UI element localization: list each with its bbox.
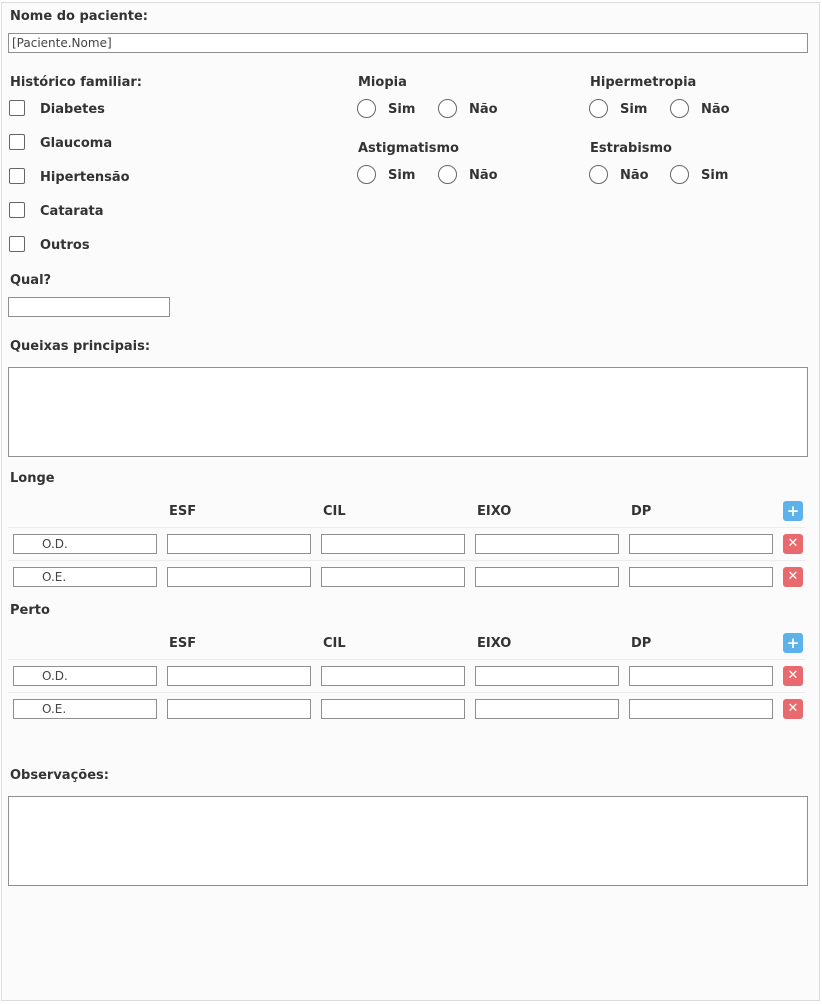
perto-od-label-field[interactable]: O.D. [13, 666, 157, 686]
perto-oe-dp-input[interactable] [629, 699, 773, 719]
perto-oe-eixo-input[interactable] [475, 699, 619, 719]
hipermetropia-label: Hipermetropia [590, 75, 697, 90]
astigmatismo-nao-radio[interactable] [438, 165, 457, 184]
miopia-nao-radio[interactable] [438, 99, 457, 118]
estrabismo-sim-label: Sim [701, 168, 729, 183]
complaints-label: Queixas principais: [10, 339, 151, 354]
longe-od-eixo-input[interactable] [475, 534, 619, 554]
longe-od-esf-input[interactable] [167, 534, 311, 554]
astigmatismo-label: Astigmatismo [358, 141, 459, 156]
longe-oe-eixo-input[interactable] [475, 567, 619, 587]
longe-col-dp: DP [631, 504, 652, 519]
astigmatismo-sim-label: Sim [388, 168, 416, 183]
observations-label: Observações: [10, 768, 109, 783]
qual-label: Qual? [10, 273, 52, 288]
diabetes-checkbox[interactable] [9, 100, 25, 116]
longe-label: Longe [10, 471, 55, 486]
longe-col-esf: ESF [169, 504, 197, 519]
glaucoma-checkbox[interactable] [9, 134, 25, 150]
estrabismo-nao-radio[interactable] [589, 165, 608, 184]
longe-header-divider [8, 527, 805, 528]
hipermetropia-sim-radio[interactable] [589, 99, 608, 118]
perto-col-cil: CIL [323, 636, 346, 651]
hipertensao-label: Hipertensão [40, 170, 130, 185]
estrabismo-label: Estrabismo [590, 141, 672, 156]
glaucoma-label: Glaucoma [40, 136, 113, 151]
perto-add-row-button[interactable]: + [783, 633, 803, 653]
outros-label: Outros [40, 238, 90, 253]
longe-od-cil-input[interactable] [321, 534, 465, 554]
miopia-nao-label: Não [469, 102, 498, 117]
longe-oe-remove-button[interactable]: ✕ [783, 567, 803, 587]
longe-col-cil: CIL [323, 504, 346, 519]
longe-col-eixo: EIXO [477, 504, 512, 519]
miopia-label: Miopia [358, 75, 407, 90]
perto-col-esf: ESF [169, 636, 197, 651]
perto-od-cil-input[interactable] [321, 666, 465, 686]
patient-name-input[interactable]: [Paciente.Nome] [8, 33, 808, 53]
perto-od-esf-input[interactable] [167, 666, 311, 686]
family-history-label: Histórico familiar: [10, 75, 142, 90]
perto-oe-remove-button[interactable]: ✕ [783, 699, 803, 719]
perto-od-eixo-input[interactable] [475, 666, 619, 686]
miopia-sim-radio[interactable] [357, 99, 376, 118]
qual-input[interactable] [8, 297, 170, 317]
patient-name-label: Nome do paciente: [10, 9, 149, 24]
outros-checkbox[interactable] [9, 236, 25, 252]
perto-oe-esf-input[interactable] [167, 699, 311, 719]
hipermetropia-nao-radio[interactable] [670, 99, 689, 118]
perto-row-divider [8, 692, 805, 693]
longe-oe-esf-input[interactable] [167, 567, 311, 587]
estrabismo-sim-radio[interactable] [670, 165, 689, 184]
hipermetropia-nao-label: Não [701, 102, 730, 117]
astigmatismo-nao-label: Não [469, 168, 498, 183]
perto-label: Perto [10, 603, 50, 618]
perto-od-remove-button[interactable]: ✕ [783, 666, 803, 686]
longe-od-remove-button[interactable]: ✕ [783, 534, 803, 554]
longe-od-label-field[interactable]: O.D. [13, 534, 157, 554]
miopia-sim-label: Sim [388, 102, 416, 117]
longe-oe-label-field[interactable]: O.E. [13, 567, 157, 587]
catarata-label: Catarata [40, 204, 104, 219]
hipertensao-checkbox[interactable] [9, 168, 25, 184]
astigmatismo-sim-radio[interactable] [357, 165, 376, 184]
perto-header-divider [8, 659, 805, 660]
perto-oe-label-field[interactable]: O.E. [13, 699, 157, 719]
catarata-checkbox[interactable] [9, 202, 25, 218]
longe-oe-cil-input[interactable] [321, 567, 465, 587]
estrabismo-nao-label: Não [620, 168, 649, 183]
observations-textarea[interactable] [8, 796, 808, 886]
perto-col-eixo: EIXO [477, 636, 512, 651]
longe-row-divider [8, 560, 805, 561]
hipermetropia-sim-label: Sim [620, 102, 648, 117]
longe-oe-dp-input[interactable] [629, 567, 773, 587]
perto-oe-cil-input[interactable] [321, 699, 465, 719]
longe-add-row-button[interactable]: + [783, 501, 803, 521]
perto-col-dp: DP [631, 636, 652, 651]
complaints-textarea[interactable] [8, 367, 808, 457]
perto-od-dp-input[interactable] [629, 666, 773, 686]
diabetes-label: Diabetes [40, 102, 105, 117]
longe-od-dp-input[interactable] [629, 534, 773, 554]
